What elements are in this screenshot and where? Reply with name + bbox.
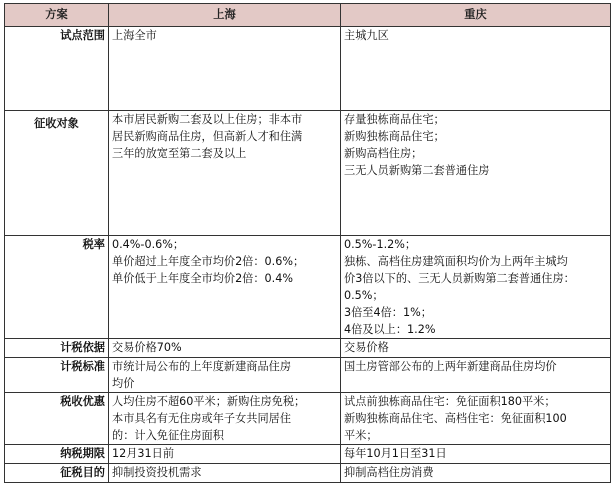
row-label: 税收优惠 [5,393,109,445]
chongqing-line: 国土房管部公布的上两年新建商品住房均价 [344,360,557,373]
row-label: 计税标准 [5,358,109,393]
chongqing-line: 0.5%-1.2%； [344,238,417,251]
shanghai-cell [109,236,341,339]
chongqing-cell [341,393,611,445]
shanghai-line: 0.4%-0.6%； [112,238,185,251]
shanghai-line: 上海全市 [112,29,157,42]
chongqing-cell [341,236,611,339]
chongqing-cell [341,111,611,236]
comparison-table [4,3,611,483]
shanghai-line: 抑制投资投机需求 [112,466,202,479]
chongqing-line: 4倍及以上：1.2% [344,323,436,336]
shanghai-line: 的：计入免征住房面积 [112,429,224,442]
row-label: 征收对象 [5,111,109,236]
chongqing-cell [341,339,611,358]
chongqing-line: 价3倍以下的、三无人员新购第二套普通住房： [344,272,575,285]
row-label: 试点范围 [5,27,109,111]
shanghai-line: 单价低于上年度全市均价2倍：0.4% [112,272,293,285]
chongqing-line: 新购独栋商品住宅； [344,130,445,143]
shanghai-cell [109,27,341,111]
header-chongqing: 重庆 [341,4,611,27]
shanghai-line: 三年的放宽至第二套及以上 [112,147,247,160]
shanghai-line: 居民新购商品住房，但高新人才和住满 [112,130,303,143]
header-row [5,4,611,27]
chongqing-cell [341,445,611,464]
table-row [5,339,611,358]
shanghai-cell [109,358,341,393]
chongqing-line: 0.5%； [344,289,384,302]
shanghai-line: 本市具名有无住房或年子女共同居住 [112,412,292,425]
chongqing-line: 试点前独栋商品住宅：免征面积180平米； [344,395,556,408]
table-row [5,27,611,111]
shanghai-line: 市统计局公布的上年度新建商品住房 [112,360,292,373]
chongqing-line: 三无人员新购第二套普通住房 [344,164,490,177]
chongqing-line: 新购独栋商品住宅、高档住宅：免征面积100 [344,412,567,425]
header-shanghai: 上海 [109,4,341,27]
chongqing-line: 新购高档住房； [344,147,423,160]
table-row [5,358,611,393]
shanghai-line: 12月31日前 [112,447,175,460]
chongqing-line: 3倍至4倍：1%； [344,306,432,319]
row-label: 税率 [5,236,109,339]
chongqing-line: 抑制高档住房消费 [344,466,434,479]
shanghai-cell [109,339,341,358]
shanghai-cell [109,464,341,483]
shanghai-line: 单价超过上年度全市均价2倍：0.6%； [112,255,305,268]
table-row [5,464,611,483]
table-row [5,393,611,445]
chongqing-cell [341,358,611,393]
chongqing-line: 主城九区 [344,29,389,42]
chongqing-cell [341,27,611,111]
shanghai-line: 人均住房不超60平米；新购住房免税； [112,395,306,408]
chongqing-cell [341,464,611,483]
shanghai-line: 均价 [112,377,135,390]
chongqing-line: 交易价格 [344,341,389,354]
shanghai-cell [109,393,341,445]
chongqing-line: 平米； [344,429,378,442]
table-row [5,111,611,236]
header-scheme: 方案 [5,4,109,27]
shanghai-cell [109,445,341,464]
table-row [5,445,611,464]
chongqing-line: 每年10月1日至31日 [344,447,447,460]
shanghai-cell [109,111,341,236]
row-label: 纳税期限 [5,445,109,464]
chongqing-line: 存量独栋商品住宅； [344,113,445,126]
table-row [5,236,611,339]
shanghai-line: 交易价格70% [112,341,182,354]
shanghai-line: 本市居民新购二套及以上住房；非本市 [112,113,303,126]
row-label: 计税依据 [5,339,109,358]
table-body [5,27,611,483]
row-label: 征税目的 [5,464,109,483]
chongqing-line: 独栋、高档住房建筑面积均价为上两年主城均 [344,255,568,268]
